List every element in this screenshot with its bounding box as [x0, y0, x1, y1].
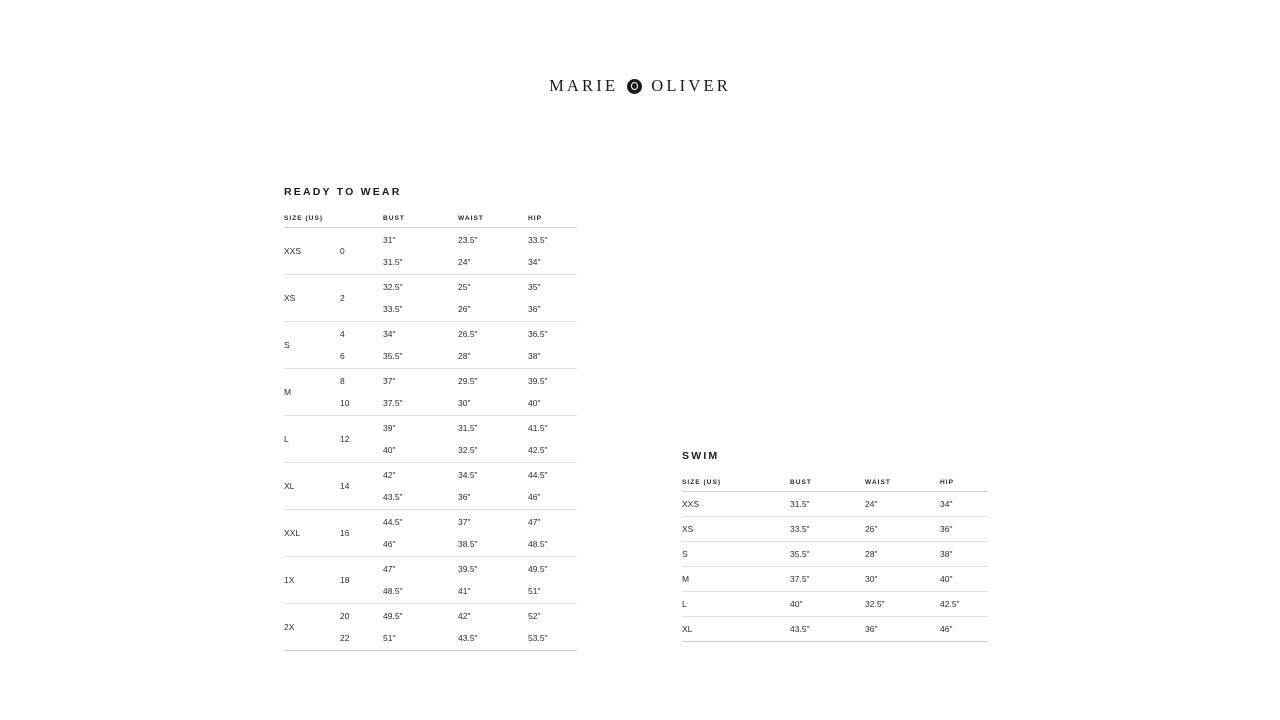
cell-hip-value: 38"	[528, 350, 541, 361]
cell-size-value: M	[284, 387, 292, 397]
cell-bust-value: 37.5"	[383, 397, 403, 408]
cell-bust: 40"	[790, 599, 803, 609]
table-header-row	[284, 215, 577, 228]
cell-hip: 36"	[940, 524, 953, 534]
swim-section	[682, 450, 988, 642]
table-row	[284, 275, 577, 322]
cell-bust: 35.5"	[790, 549, 810, 559]
cell-size	[284, 228, 340, 275]
cell-hip-value: 52"	[528, 611, 541, 621]
cell-us-size	[340, 557, 383, 604]
cell-hip	[528, 557, 577, 604]
cell-hip: 38"	[940, 549, 953, 559]
cell-size-value: 2X	[284, 622, 295, 632]
column-header-waist: WAIST	[865, 479, 940, 492]
cell-bust-value: 31"	[383, 235, 396, 245]
column-header-size: SIZE (US)	[284, 215, 340, 228]
cell-size-value: XS	[284, 293, 296, 303]
cell-waist	[458, 275, 528, 322]
column-header-hip: HIP	[528, 215, 577, 228]
cell-bust-value: 35.5"	[383, 350, 403, 361]
cell-waist-value: 26.5"	[458, 329, 478, 339]
cell-size	[284, 510, 340, 557]
cell-waist	[458, 322, 528, 369]
cell-bust	[383, 228, 458, 275]
cell-bust	[383, 416, 458, 463]
cell-bust	[383, 510, 458, 557]
cell-hip: 40"	[940, 574, 953, 584]
cell-waist-value: 29.5"	[458, 376, 478, 386]
cell-size-value: XL	[284, 481, 295, 491]
cell-waist: 30"	[865, 574, 878, 584]
cell-us-size	[340, 228, 383, 275]
cell-size-value: L	[284, 434, 289, 444]
cell-hip	[528, 228, 577, 275]
cell-waist-value: 42"	[458, 611, 471, 621]
ready-to-wear-title: READY TO WEAR	[284, 186, 402, 198]
cell-bust: 33.5"	[790, 524, 810, 534]
cell-us-size-value: 4	[340, 329, 345, 339]
cell-hip	[528, 604, 577, 651]
circle-monogram-icon	[627, 79, 642, 94]
cell-us-size	[340, 604, 383, 651]
ready-to-wear-section	[284, 186, 577, 651]
table-row	[682, 492, 988, 517]
cell-us-size	[340, 416, 383, 463]
cell-waist	[458, 228, 528, 275]
cell-bust-value: 39"	[383, 423, 396, 433]
cell-waist-value: 23.5"	[458, 235, 478, 245]
table-header-row	[682, 479, 988, 492]
brand-logo-right-word: OLIVER	[651, 76, 731, 95]
table-row	[284, 463, 577, 510]
cell-size-value: S	[284, 340, 290, 350]
cell-waist: 26"	[865, 524, 878, 534]
cell-us-size-value: 12	[340, 434, 350, 444]
cell-hip-value: 36"	[528, 303, 541, 314]
cell-hip: 34"	[940, 499, 953, 509]
cell-bust-value: 47"	[383, 564, 396, 574]
cell-bust-value: 43.5"	[383, 491, 403, 502]
table-row	[682, 567, 988, 592]
cell-hip: 46"	[940, 624, 953, 634]
cell-hip-value: 39.5"	[528, 376, 548, 386]
cell-us-size-value: 0	[340, 246, 345, 256]
cell-waist-value: 25"	[458, 282, 471, 292]
cell-bust-value: 40"	[383, 444, 396, 455]
cell-waist: 24"	[865, 499, 878, 509]
table-row	[284, 369, 577, 416]
cell-us-size	[340, 275, 383, 322]
cell-waist-value: 34.5"	[458, 470, 478, 480]
cell-hip	[528, 275, 577, 322]
cell-hip-value: 46"	[528, 491, 541, 502]
table-row	[682, 592, 988, 617]
cell-us-size	[340, 369, 383, 416]
cell-us-size	[340, 510, 383, 557]
cell-bust-value: 31.5"	[383, 256, 403, 267]
cell-waist	[458, 463, 528, 510]
cell-waist-value: 30"	[458, 397, 471, 408]
column-header-hip: HIP	[940, 479, 988, 492]
cell-bust-value: 33.5"	[383, 303, 403, 314]
cell-hip: 42.5"	[940, 599, 960, 609]
cell-hip-value: 49.5"	[528, 564, 548, 574]
cell-waist: 36"	[865, 624, 878, 634]
cell-hip-value: 41.5"	[528, 423, 548, 433]
cell-size	[284, 557, 340, 604]
cell-waist-value: 38.5"	[458, 538, 478, 549]
cell-us-size	[340, 463, 383, 510]
table-row	[284, 557, 577, 604]
cell-us-size-value: 22	[340, 632, 350, 643]
table-row	[284, 416, 577, 463]
cell-hip	[528, 463, 577, 510]
cell-waist-value: 36"	[458, 491, 471, 502]
cell-bust	[383, 557, 458, 604]
cell-bust-value: 34"	[383, 329, 396, 339]
cell-size	[284, 463, 340, 510]
column-header-bust: BUST	[383, 215, 458, 228]
cell-waist-value: 26"	[458, 303, 471, 314]
table-row	[284, 604, 577, 651]
cell-waist-value: 39.5"	[458, 564, 478, 574]
cell-bust	[383, 463, 458, 510]
cell-hip	[528, 322, 577, 369]
cell-size: XXS	[682, 499, 700, 509]
cell-bust	[383, 604, 458, 651]
column-header-size: SIZE (US)	[682, 479, 790, 492]
cell-us-size-value: 8	[340, 376, 345, 386]
cell-us-size-value: 16	[340, 528, 350, 538]
cell-waist	[458, 416, 528, 463]
cell-size: S	[682, 549, 688, 559]
cell-bust-value: 48.5"	[383, 585, 403, 596]
cell-waist: 28"	[865, 549, 878, 559]
column-header-waist: WAIST	[458, 215, 528, 228]
cell-waist-value: 43.5"	[458, 632, 478, 643]
cell-waist-value: 32.5"	[458, 444, 478, 455]
cell-us-size-value: 6	[340, 350, 345, 361]
cell-waist	[458, 369, 528, 416]
table-row	[284, 228, 577, 275]
cell-size-value: XXL	[284, 528, 301, 538]
table-row	[682, 617, 988, 642]
cell-us-size-value: 20	[340, 611, 350, 621]
cell-hip-value: 34"	[528, 256, 541, 267]
cell-size	[284, 275, 340, 322]
brand-logo[interactable]	[0, 76, 1280, 96]
cell-hip-value: 51"	[528, 585, 541, 596]
cell-size-value: 1X	[284, 575, 295, 585]
cell-bust-value: 44.5"	[383, 517, 403, 527]
cell-bust-value: 42"	[383, 470, 396, 480]
cell-hip-value: 35"	[528, 282, 541, 292]
cell-waist-value: 28"	[458, 350, 471, 361]
swim-title: SWIM	[682, 450, 720, 462]
cell-us-size-value: 10	[340, 397, 350, 408]
cell-hip-value: 36.5"	[528, 329, 548, 339]
cell-bust-value: 49.5"	[383, 611, 403, 621]
column-header-bust: BUST	[790, 479, 865, 492]
cell-hip-value: 40"	[528, 397, 541, 408]
cell-bust-value: 37"	[383, 376, 396, 386]
cell-size: M	[682, 574, 690, 584]
table-row	[284, 510, 577, 557]
cell-waist-value: 24"	[458, 256, 471, 267]
cell-us-size-value: 14	[340, 481, 350, 491]
cell-hip-value: 53.5"	[528, 632, 548, 643]
cell-size: XS	[682, 524, 694, 534]
cell-hip	[528, 416, 577, 463]
cell-hip-value: 47"	[528, 517, 541, 527]
cell-waist: 32.5"	[865, 599, 885, 609]
cell-size	[284, 416, 340, 463]
cell-size	[284, 604, 340, 651]
cell-size	[284, 322, 340, 369]
cell-hip-value: 44.5"	[528, 470, 548, 480]
cell-bust	[383, 275, 458, 322]
column-header-size-spacer	[340, 215, 383, 228]
cell-size-value: XXS	[284, 246, 302, 256]
cell-hip	[528, 510, 577, 557]
table-row	[284, 322, 577, 369]
cell-hip-value: 42.5"	[528, 444, 548, 455]
cell-size: L	[682, 599, 687, 609]
cell-bust	[383, 322, 458, 369]
cell-size	[284, 369, 340, 416]
cell-hip-value: 48.5"	[528, 538, 548, 549]
cell-us-size-value: 18	[340, 575, 350, 585]
cell-bust: 43.5"	[790, 624, 810, 634]
cell-bust-value: 51"	[383, 632, 396, 643]
cell-bust	[383, 369, 458, 416]
cell-size: XL	[682, 624, 693, 634]
table-row	[682, 542, 988, 567]
cell-hip	[528, 369, 577, 416]
cell-bust-value: 46"	[383, 538, 396, 549]
cell-waist-value: 31.5"	[458, 423, 478, 433]
cell-waist-value: 41"	[458, 585, 471, 596]
cell-us-size	[340, 322, 383, 369]
cell-hip-value: 33.5"	[528, 235, 548, 245]
cell-waist	[458, 510, 528, 557]
cell-bust-value: 32.5"	[383, 282, 403, 292]
brand-logo-left-word: MARIE	[549, 76, 619, 95]
table-row	[682, 517, 988, 542]
swim-table	[682, 479, 988, 642]
ready-to-wear-table	[284, 215, 577, 651]
cell-us-size-value: 2	[340, 293, 345, 303]
cell-waist-value: 37"	[458, 517, 471, 527]
cell-waist	[458, 604, 528, 651]
cell-bust: 37.5"	[790, 574, 810, 584]
cell-bust: 31.5"	[790, 499, 810, 509]
cell-waist	[458, 557, 528, 604]
